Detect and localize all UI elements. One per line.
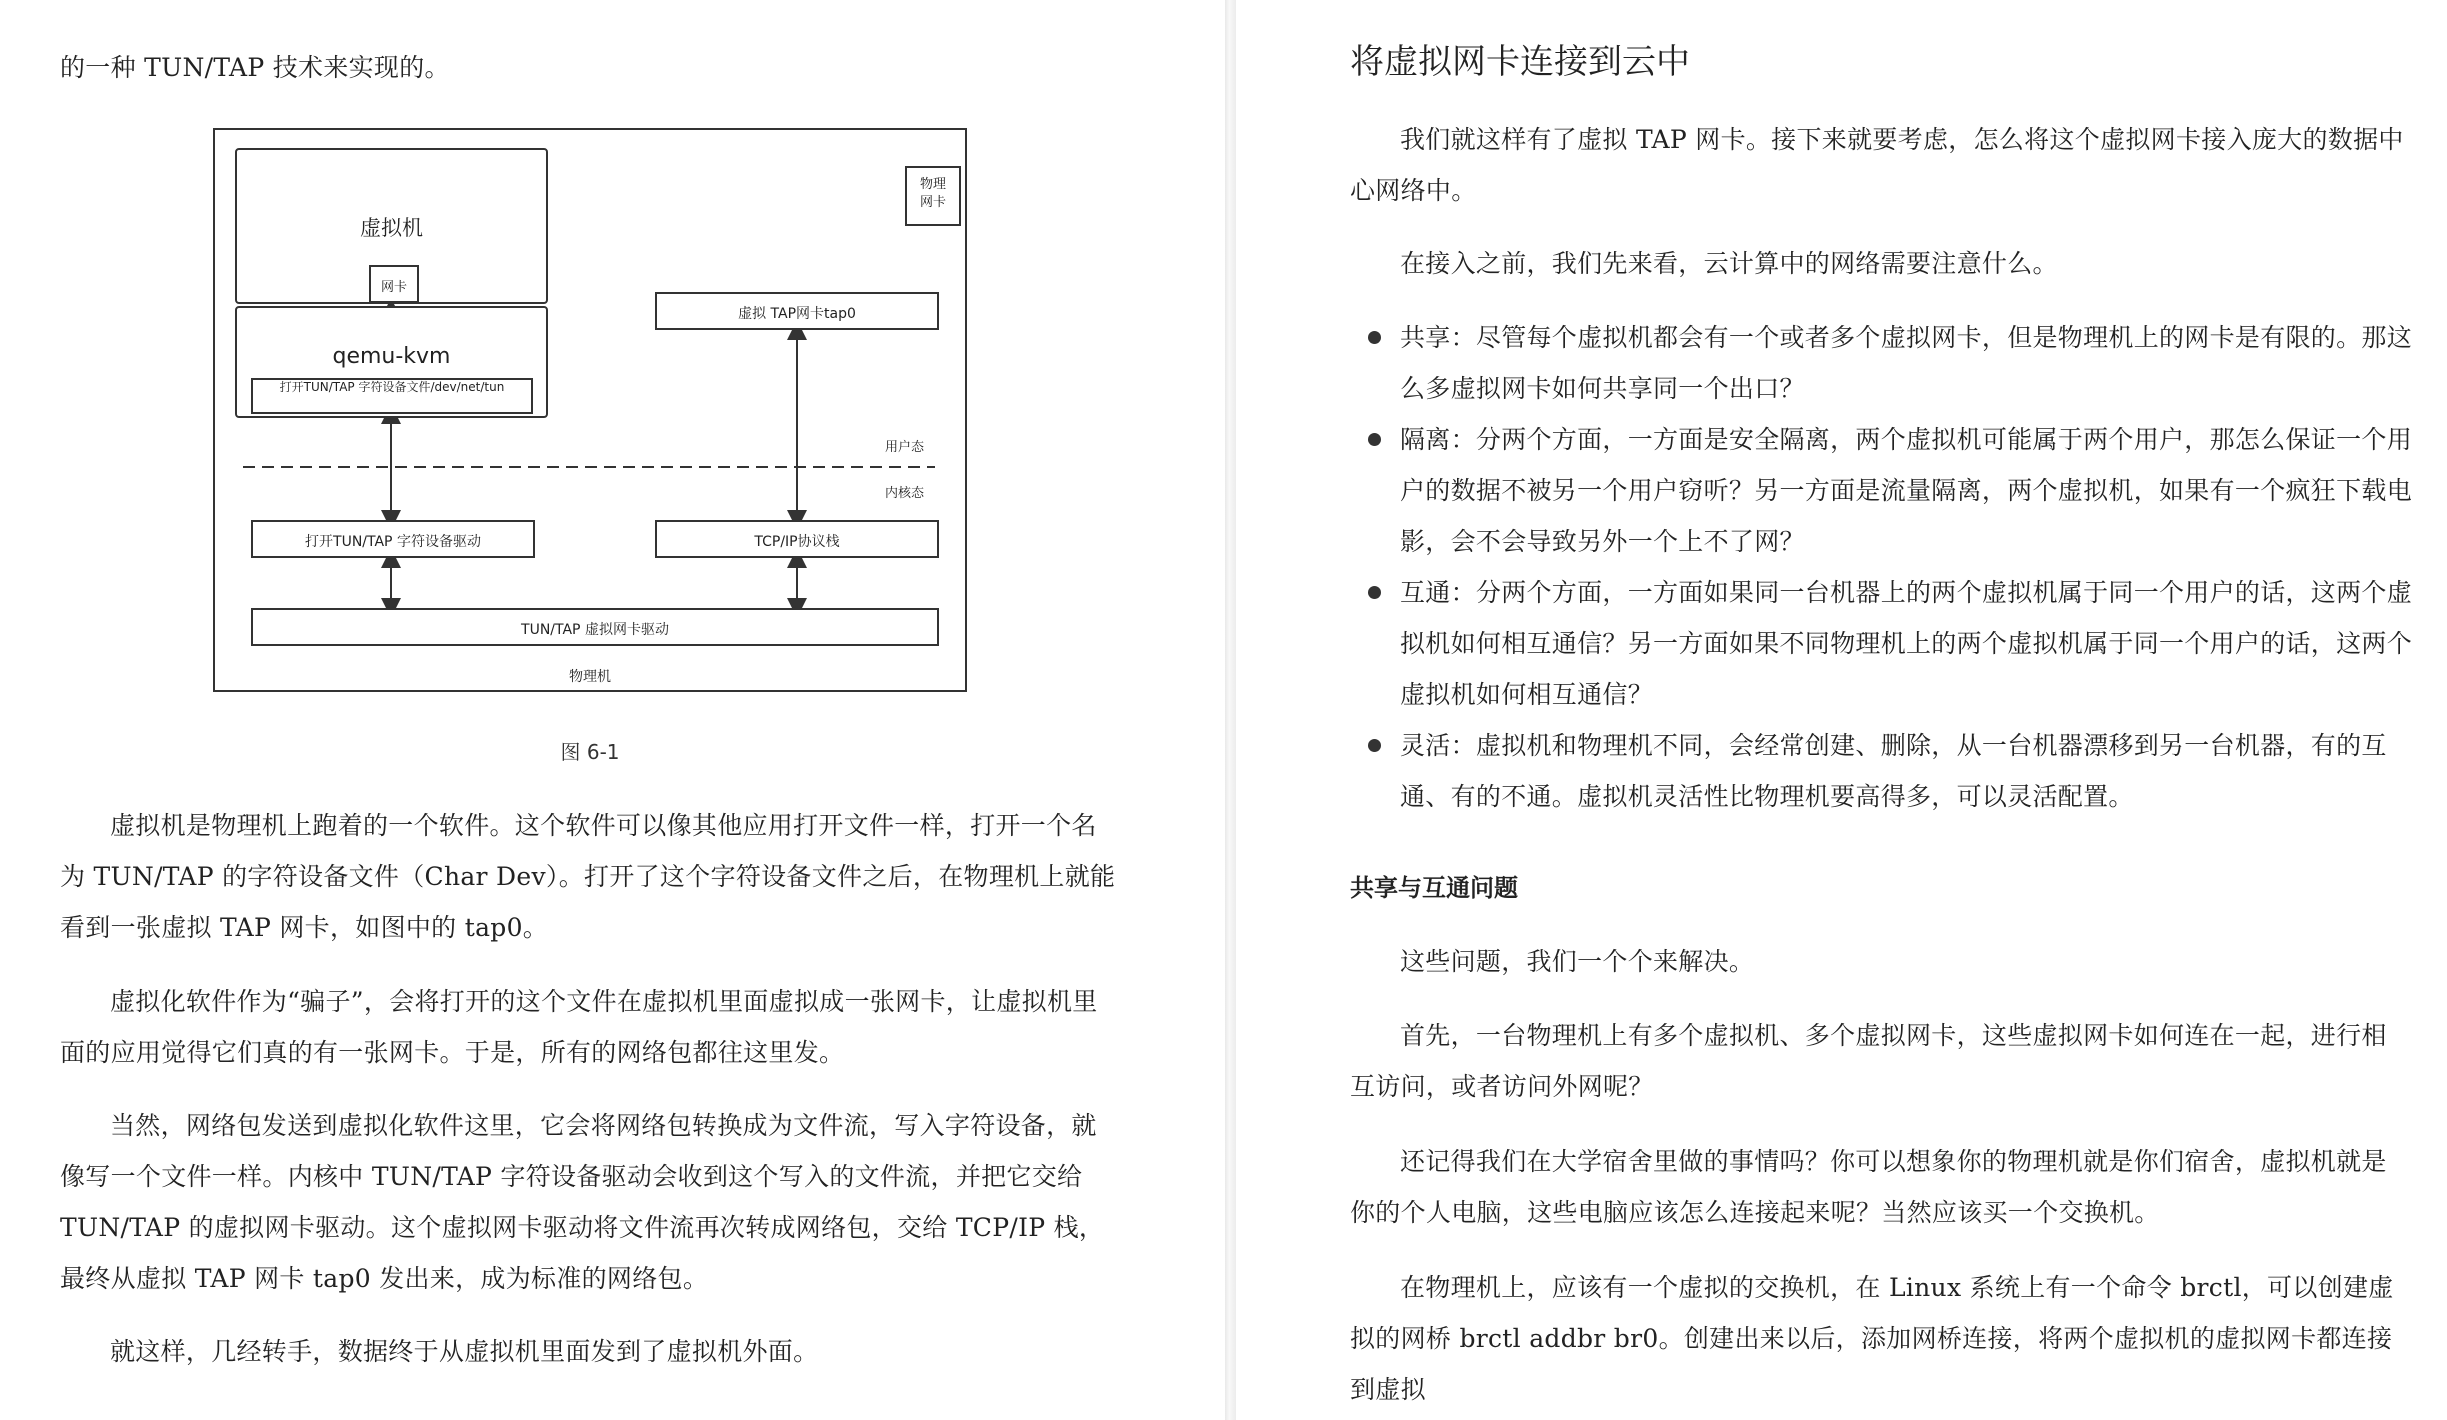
list-item-isolation (1400, 414, 2412, 567)
kernel-mode-label: 内核态 (885, 486, 925, 501)
tcpip-label: TCP/IP协议栈 (754, 534, 840, 550)
tap0-label: 虚拟 TAP网卡tap0 (738, 306, 856, 322)
list-item-sharing (1400, 312, 2412, 414)
vm-box (235, 148, 548, 304)
right-paragraph-2: 首先，一台物理机上有多个虚拟机、多个虚拟网卡，这些虚拟网卡如何连在一起，进行相互访问，或者访问外网呢？ (1350, 1021, 2387, 1101)
right-intro-2: 在接入之前，我们先来看，云计算中的网络需要注意什么。 (1400, 249, 2058, 278)
qemu-label: qemu-kvm (332, 344, 451, 369)
list-item-text: 互通：分两个方面，一方面如果同一台机器上的两个虚拟机属于同一个用户的话，这两个虚拟机如何相互通信？另一方面如果不同物理机上的两个虚拟机属于同一个用户的话，这两个虚拟机如何相互通信？ (1400, 578, 2413, 709)
left-paragraph-2: 虚拟化软件作为“骗子”，会将打开的这个文件在虚拟机里面虚拟成一张网卡，让虚拟机里面的应用觉得它们真的有一张网卡。于是，所有的网络包都往这里发。 (60, 987, 1098, 1067)
physical-nic-label: 物理 网卡 (919, 177, 946, 210)
host-label: 物理机 (569, 669, 611, 685)
right-paragraph-4: 在物理机上，应该有一个虚拟的交换机，在 Linux 系统上有一个命令 brctl，可以创建虚拟的网桥 brctl addbr br0。创建出来以后，添加网桥连接，将两个虚拟机的虚拟网卡都连接到虚拟 (1350, 1273, 2394, 1404)
qemu-box (235, 306, 548, 418)
list-item-flexibility (1400, 720, 2412, 822)
considerations-list (1400, 312, 2412, 822)
right-paragraph-1: 这些问题，我们一个个来解决。 (1400, 947, 1755, 976)
right-intro-1: 我们就这样有了虚拟 TAP 网卡。接下来就要考虑，怎么将这个虚拟网卡接入庞大的数据中心网络中。 (1350, 125, 2404, 205)
vm-nic-box (369, 265, 419, 303)
list-item-text: 共享：尽管每个虚拟机都会有一个或者多个虚拟网卡，但是物理机上的网卡是有限的。那这么多虚拟网卡如何共享同一个出口？ (1400, 323, 2413, 403)
tun-driver-label: TUN/TAP 虚拟网卡驱动 (521, 622, 669, 638)
vm-label: 虚拟机 (360, 216, 423, 240)
left-paragraph-4: 就这样，几经转手，数据终于从虚拟机里面发到了虚拟机外面。 (110, 1337, 819, 1366)
bullet-icon (1368, 586, 1381, 599)
char-driver-box (251, 520, 535, 558)
book-gutter (1225, 0, 1236, 1420)
top-line: 的一种 TUN/TAP 技术来实现的。 (60, 53, 450, 82)
tap0-box (655, 292, 939, 330)
tun-driver-box (251, 608, 939, 646)
left-paragraph-3: 当然，网络包发送到虚拟化软件这里，它会将网络包转换成为文件流，写入字符设备，就像写一个文件一样。内核中 TUN/TAP 字符设备驱动会收到这个写入的文件流，并把它交给 TUN/TAP 的虚拟网卡驱动。这个虚拟网卡驱动将文件流再次转成网络包，交给 TCP/IP 栈，最终从虚拟 TAP 网卡 tap0 发出来，成为标准的网络包。 (60, 1111, 1105, 1293)
list-item-text: 隔离：分两个方面，一方面是安全隔离，两个虚拟机可能属于两个用户，那怎么保证一个用户的数据不被另一个用户窃听？另一方面是流量隔离，两个虚拟机，如果有一个疯狂下载电影，会不会导致另外一个上不了网？ (1400, 425, 2413, 556)
char-driver-label: 打开TUN/TAP 字符设备驱动 (305, 534, 481, 550)
bullet-icon (1368, 739, 1381, 752)
right-subheading: 共享与互通问题 (1350, 874, 1518, 902)
user-mode-label: 用户态 (885, 440, 925, 455)
vm-nic-label: 网卡 (380, 280, 407, 295)
physical-nic-box (905, 166, 961, 226)
list-item-interconnect (1400, 567, 2412, 720)
open-file-label: 打开TUN/TAP 字符设备文件/dev/net/tun (279, 380, 505, 394)
list-item-text: 灵活：虚拟机和物理机不同，会经常创建、删除，从一台机器漂移到另一台机器，有的互通、有的不通。虚拟机灵活性比物理机要高得多，可以灵活配置。 (1400, 731, 2387, 811)
right-heading: 将虚拟网卡连接到云中 (1350, 42, 1690, 82)
open-file-box (251, 378, 533, 414)
tcpip-box (655, 520, 939, 558)
figure-caption: 图 6-1 (560, 740, 620, 764)
left-paragraph-1: 虚拟机是物理机上跑着的一个软件。这个软件可以像其他应用打开文件一样，打开一个名为 TUN/TAP 的字符设备文件（Char Dev）。打开了这个字符设备文件之后，在物理机上就能看到一张虚拟 TAP 网卡，如图中的 tap0。 (60, 811, 1116, 942)
bullet-icon (1368, 331, 1381, 344)
bullet-icon (1368, 433, 1381, 446)
right-paragraph-3: 还记得我们在大学宿舍里做的事情吗？你可以想象你的物理机就是你们宿舍，虚拟机就是你的个人电脑，这些电脑应该怎么连接起来呢？当然应该买一个交换机。 (1350, 1147, 2387, 1227)
network-diagram (213, 128, 967, 692)
